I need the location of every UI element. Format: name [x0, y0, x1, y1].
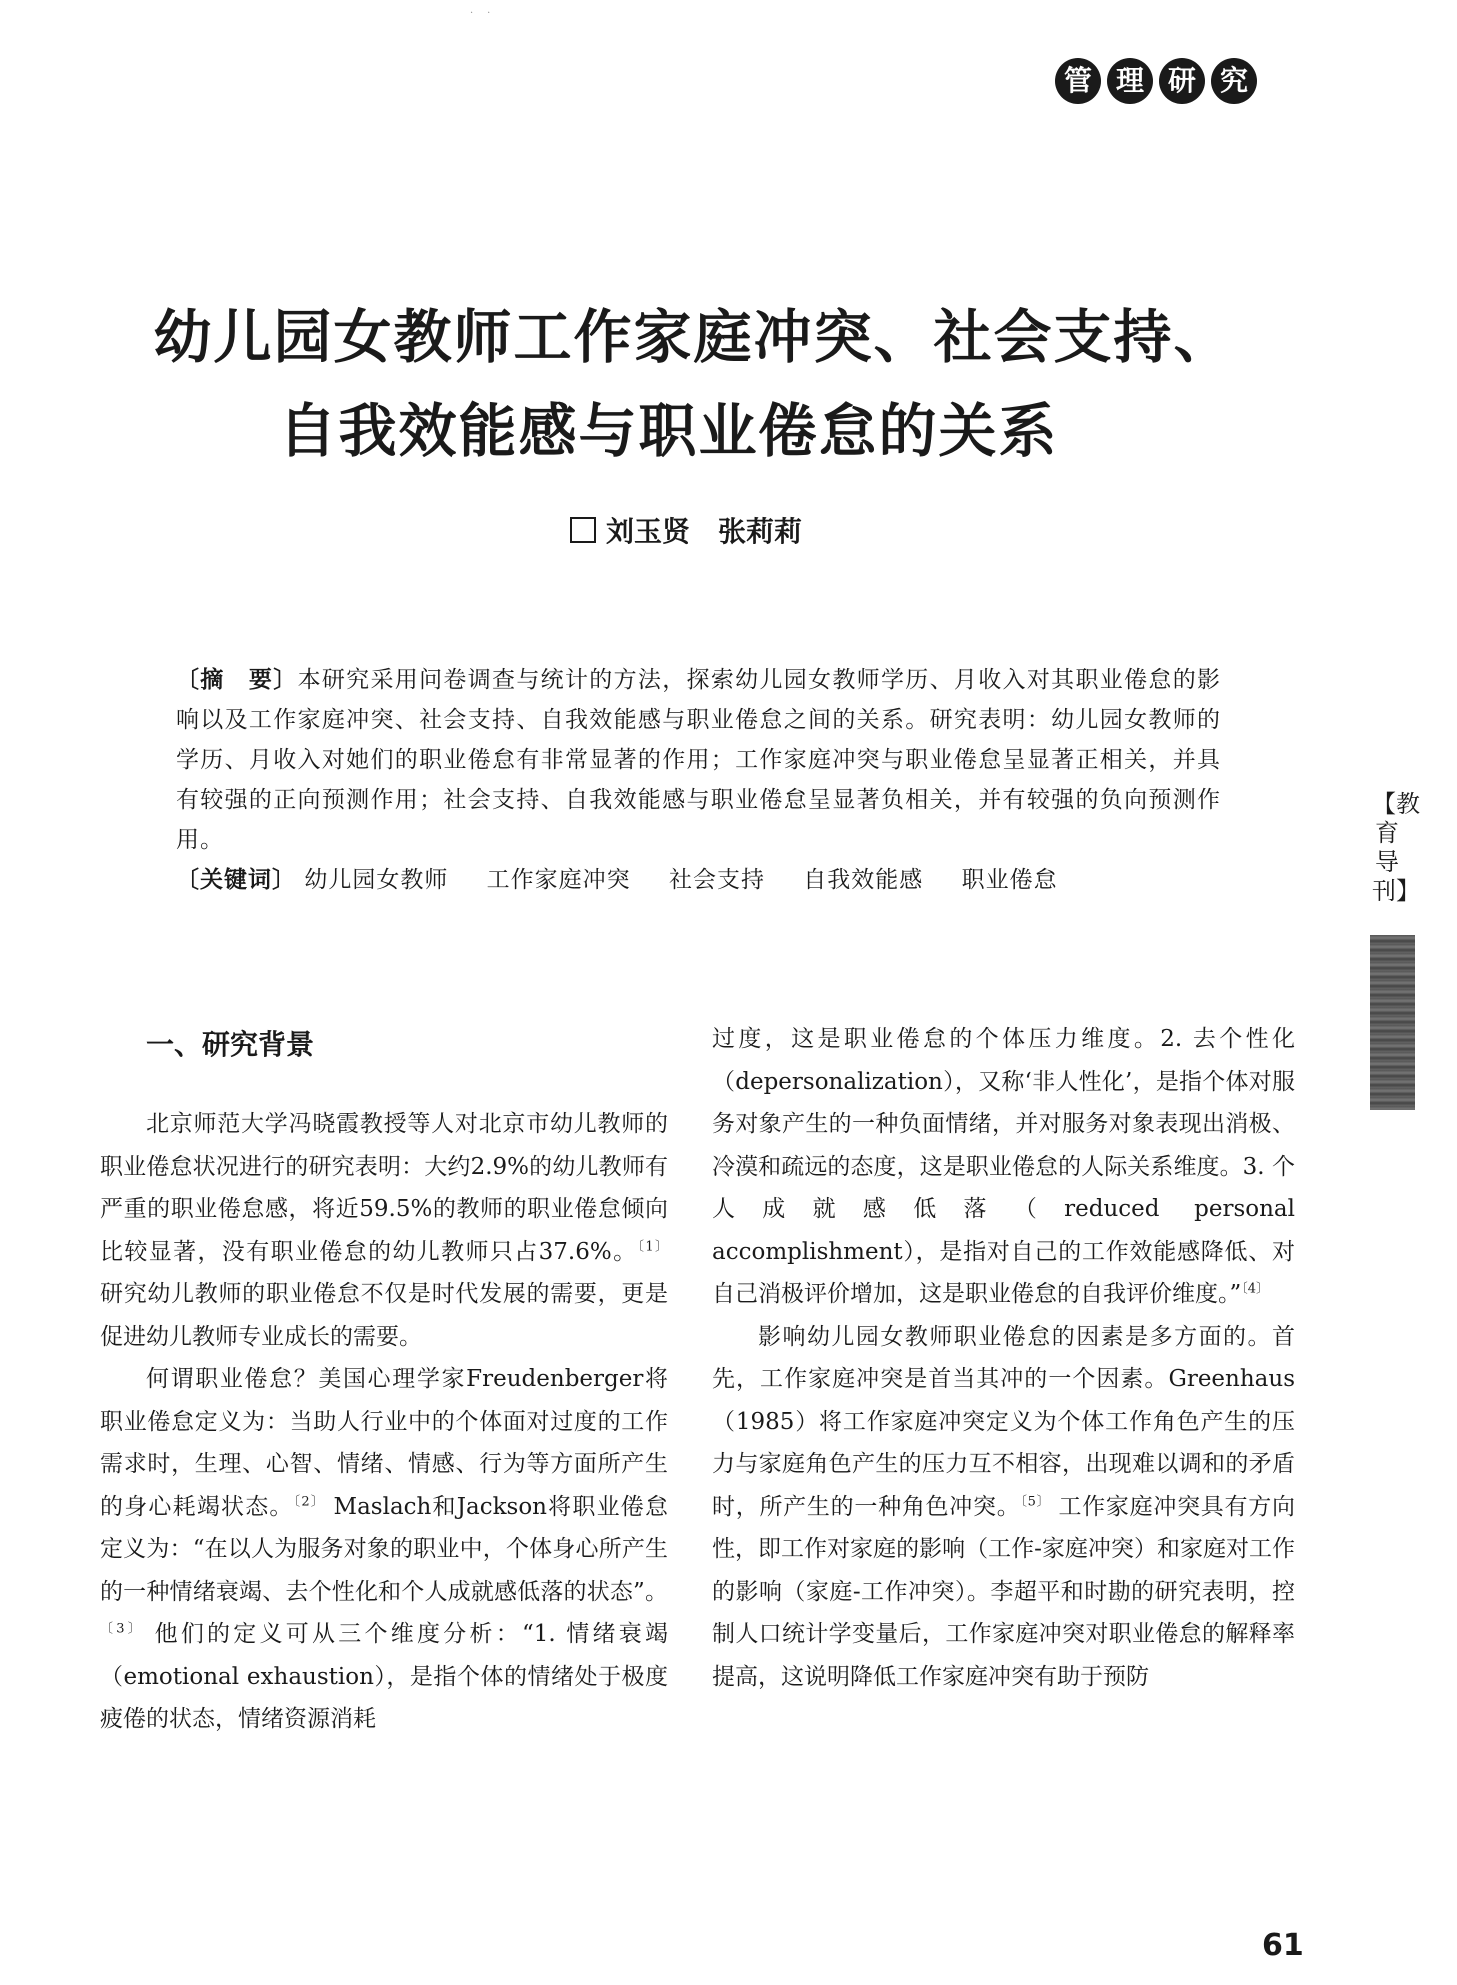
- text-run: 过度，这是职业倦怠的个体压力维度。2. 去个性化（depersonalization），又称‘非人性化’，是指个体对服务对象产生的一种负面情绪，并对服务对象表现出消极、冷漠和疏远的态度，这是职业倦怠的人际关系维度。3. 个人成就感低落（reduced personal accomplishment），是指对自己的工作效能感降低、对自己消极评价增加，这是职业倦怠的自我评价维度。”: [712, 1026, 1295, 1307]
- side-band: [1370, 935, 1415, 1110]
- citation: 〔5〕: [1020, 1493, 1051, 1509]
- paragraph: [100, 1103, 668, 1358]
- author-names: 刘玉贤 张莉莉: [606, 515, 803, 548]
- abstract-label: 〔摘 要〕: [176, 667, 298, 693]
- text-run: 研究幼儿教师的职业倦怠不仅是时代发展的需要，更是促进幼儿教师专业成长的需要。: [100, 1281, 668, 1350]
- text-run: 他们的定义可从三个维度分析：“1. 情绪衰竭（emotional exhaustion），是指个体的情绪处于极度疲倦的状态，情绪资源消耗: [100, 1621, 668, 1732]
- abstract-paragraph: [176, 660, 1221, 860]
- keyword: 工作家庭冲突: [486, 867, 631, 893]
- scan-specks: ··: [470, 8, 505, 19]
- page-number: 61: [1262, 1928, 1304, 1963]
- keyword: 职业倦怠: [961, 867, 1058, 893]
- text-run: 影响幼儿园女教师职业倦怠的因素是多方面的。首先，工作家庭冲突是首当其冲的一个因素。Greenhaus（1985）将工作家庭冲突定义为个体工作角色产生的压力与家庭角色产生的压力互不相容，出现难以调和的矛盾时，所产生的一种角色冲突。: [712, 1323, 1295, 1520]
- square-icon: [570, 517, 596, 543]
- right-column: [712, 1018, 1295, 1698]
- paragraph: [100, 1358, 668, 1741]
- author-line: [570, 510, 802, 550]
- keywords-label: 〔关键词〕: [176, 867, 296, 893]
- section-tag-char: 管: [1055, 58, 1101, 104]
- paragraph: [712, 1316, 1295, 1699]
- keywords: [176, 860, 1221, 900]
- paragraph: [712, 1018, 1295, 1316]
- title-line-1: 幼儿园女教师工作家庭冲突、社会支持、: [153, 303, 1234, 371]
- text-run: 北京师范大学冯晓霞教授等人对北京市幼儿教师的职业倦怠状况进行的研究表明：大约2.9%的幼儿教师有严重的职业倦怠感，将近59.5%的教师的职业倦怠倾向比较显著，没有职业倦怠的幼儿教师只占37.6%。: [100, 1111, 668, 1265]
- citation: 〔1〕: [637, 1238, 668, 1254]
- article-title: [0, 290, 1457, 478]
- citation: 〔3〕: [100, 1621, 145, 1637]
- section-heading: 一、研究背景: [146, 1028, 315, 1061]
- keyword: 幼儿园女教师: [304, 867, 449, 893]
- section-tag-char: 理: [1107, 58, 1153, 104]
- text-run: 何谓职业倦怠？美国心理学家Freudenberger将职业倦怠定义为：当助人行业中的个体面对过度的工作需求时，生理、心智、情绪、情感、行为等方面所产生的身心耗竭状态。: [100, 1366, 668, 1520]
- citation: 〔4〕: [1241, 1281, 1270, 1297]
- keyword: 社会支持: [668, 867, 765, 893]
- abstract: [176, 660, 1221, 900]
- abstract-text: 本研究采用问卷调查与统计的方法，探索幼儿园女教师学历、月收入对其职业倦怠的影响以及工作家庭冲突、社会支持、自我效能感与职业倦怠之间的关系。研究表明：幼儿园女教师的学历、月收入对她们的职业倦怠有非常显著的作用；工作家庭冲突与职业倦怠呈显著正相关，并具有较强的正向预测作用；社会支持、自我效能感与职业倦怠呈显著负相关，并有较强的负向预测作用。: [176, 667, 1222, 853]
- left-column: [100, 1103, 668, 1741]
- citation: 〔2〕: [293, 1493, 326, 1509]
- section-tag-char: 研: [1159, 58, 1205, 104]
- title-line-2: 自我效能感与职业倦怠的关系: [278, 397, 1059, 465]
- section-tag-char: 究: [1211, 58, 1257, 104]
- journal-side-label: 【教育导刊】: [1372, 790, 1420, 905]
- keyword: 自我效能感: [803, 867, 924, 893]
- text-run: 工作家庭冲突具有方向性，即工作对家庭的影响（工作-家庭冲突）和家庭对工作的影响（家庭-工作冲突）。李超平和时勘的研究表明，控制人口统计学变量后，工作家庭冲突对职业倦怠的解释率提高，这说明降低工作家庭冲突有助于预防: [712, 1493, 1295, 1690]
- section-tag: [1055, 58, 1257, 104]
- text-run: Maslach和Jackson将职业倦怠定义为：“在以人为服务对象的职业中，个体身心所产生的一种情绪衰竭、去个性化和个人成就感低落的状态”。: [100, 1493, 668, 1605]
